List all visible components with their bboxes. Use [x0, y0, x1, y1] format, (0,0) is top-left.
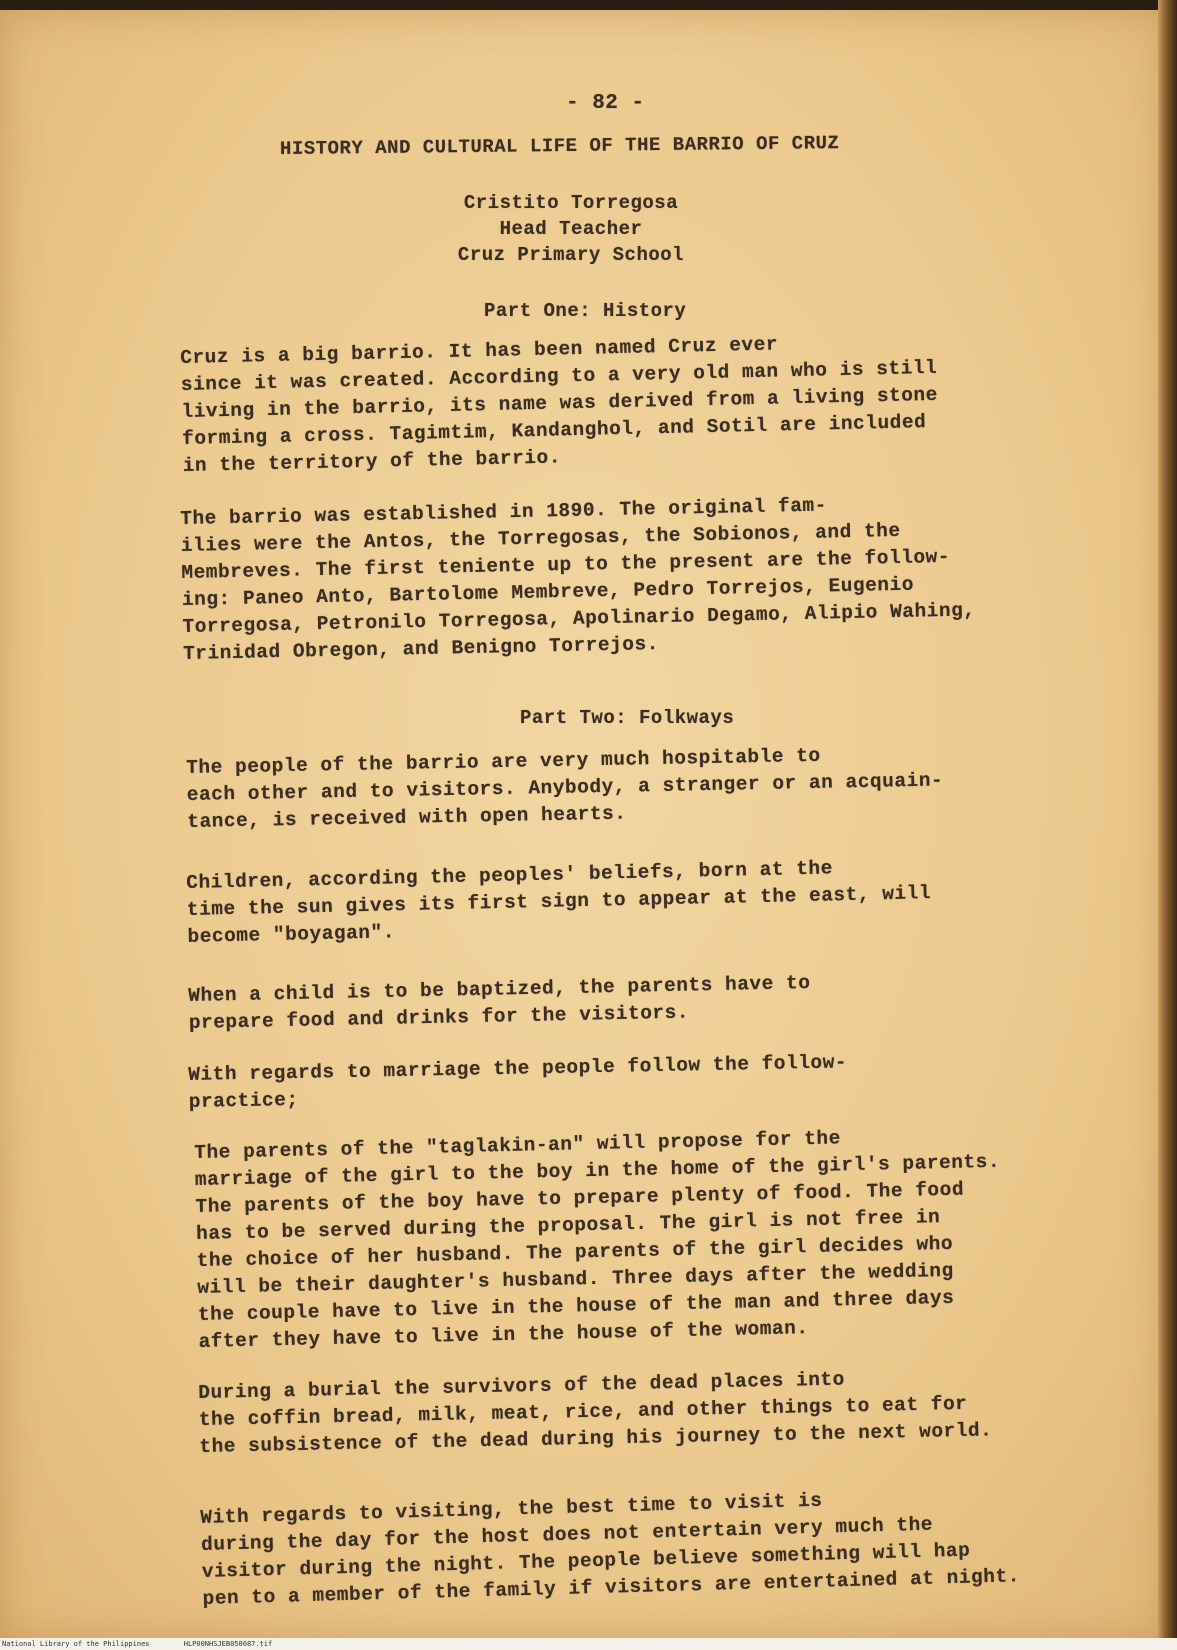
footer-source: National Library of the Philippines — [2, 1640, 150, 1648]
section-heading-history: Part One: History — [484, 300, 687, 322]
document-page — [0, 10, 1165, 1640]
author-name: Cristito Torregosa — [463, 192, 679, 214]
document-title: HISTORY AND CULTURAL LIFE OF THE BARRIO OF CRUZ — [279, 132, 840, 160]
paragraph: The barrio was established in 1890. The original fam- ilies were the Antos, the Torregosas, the Sobionos, and the Membreves. The first teniente up to the present are the follow- ing: Paneo Anto, Bartolome Membreve, Pedro Torrejos, Eugenio Torregosa, Petronilo Torregosa, Apolinario Degamo, Alipio Wahing, Trinidad Obregon, and Benigno Torrejos. — [180, 494, 976, 665]
scan-footer — [0, 1638, 1177, 1650]
page-number: - 82 - — [566, 92, 645, 115]
book-binding-edge — [1158, 0, 1177, 1650]
section-heading-folkways: Part Two: Folkways — [520, 707, 735, 729]
paragraph: During a burial the survivors of the dead places into the coffin bread, milk, meat, rice, and other things to eat for the subsistence of the dead during his journey to the next world. — [198, 1368, 993, 1458]
author-block — [436, 190, 706, 268]
paragraph: With regards to visiting, the best time to visit is during the day for the host does not entertain very much the visitor during the night. The people believe something will hap pen to a member of the family if visitors are entertained at night. — [200, 1489, 1021, 1610]
paragraph: When a child is to be baptized, the parents have to prepare food and drinks for the visitors. — [188, 971, 811, 1034]
paragraph: With regards to marriage the people follow the follow- practice; — [188, 1051, 848, 1113]
paragraph: The parents of the "taglakin-an" will propose for the marriage of the girl to the boy in the home of the girl's parents. The parents of the boy have to prepare plenty of food. The food has to be served during the proposal. The girl is not free in the choice of her husband. The parents of the girl decides who will be their daughter's husband. Three days after the wedding the couple have to live in the house of the man and three days after they have to live in the house of the woman. — [194, 1127, 1001, 1353]
author-position: Head Teacher — [499, 218, 643, 240]
author-school: Cruz Primary School — [457, 244, 685, 266]
footer-filename: HLP00NHSJEB050087.tif — [183, 1640, 273, 1648]
paragraph: The people of the barrio are very much hospitable to each other and to visitors. Anybody, a stranger or an acquain- tance, is received with open hearts. — [186, 744, 944, 833]
paragraph: Cruz is a big barrio. It has been named Cruz ever since it was created. According to a very old man who is still living in the barrio, its name was derived from a living stone forming a cross. Tagimtim, Kandanghol, and Sotil are included in the territory of the barrio. — [180, 333, 939, 477]
paragraph: Children, according the peoples' beliefs, born at the time the sun gives its first sign to appear at the east, will become "boyagan". — [186, 857, 932, 948]
